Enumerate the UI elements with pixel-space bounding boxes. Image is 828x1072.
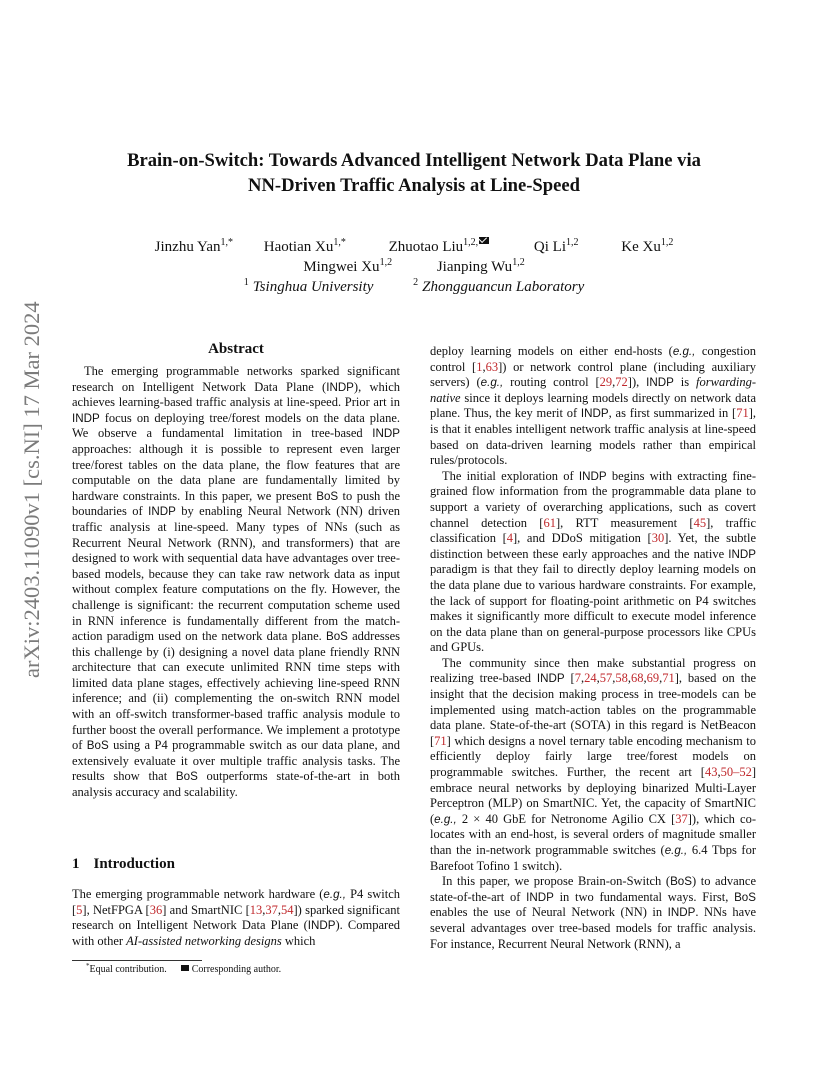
body-paragraph: The emerging programmable network hardware (e.g., P4 switch [5], NetFPGA [36] and SmartNIC [13,37,54]) sparked significant research on Intelligent Network Data Plane (INDP). Compared with other AI-assisted networking designs which	[72, 887, 400, 948]
introduction-right-column	[430, 344, 756, 952]
body-paragraph: deploy learning models on either end-hosts (e.g., congestion control [1,63]) or network control plane (including auxiliary servers) (e.g., routing control [29,72]), INDP is forwarding-native since it deploys learning models directly on network data plane. Thus, the key merit of INDP, as first summarized in [71], is that it enables intelligent network traffic analysis at line-speed based on data-driven learning models rather than empirical rules/protocols.	[430, 344, 757, 468]
body-paragraph: The initial exploration of INDP begins with extracting fine-grained flow information from the programmable data plane to support a variety of overarching applications, such as covert channel detection [61], RTT measurement [45], traffic classification [4], and DDoS mitigation [30]. Yet, the subtle distinction between these early approaches and the native INDP paradigm is that they fail to directly deploy learning models on the data plane due to various hardware constraints. For example, the lack of support for floating-point arithmetic on P4 switches makes it significantly more difficult to execute model inference on the data plane than on general-purpose processors like CPUs and GPUs.	[430, 468, 757, 655]
affiliation: $^2$ Zhongguancun Laboratory	[413, 277, 585, 295]
introduction-left-column	[72, 887, 400, 949]
arxiv-id-text: arXiv:2403.11090v1 [cs.NI] 17 Mar 2024	[19, 301, 44, 678]
authors-line-1	[0, 237, 828, 256]
abstract-heading: Abstract	[208, 341, 264, 357]
title-line-1: Brain-on-Switch: Towards Advanced Intelligent Network Data Plane via	[127, 150, 701, 171]
author: Haotian $Xu^{1,*}$	[263, 237, 346, 255]
author: Jianping Wu$^{1,2}$	[436, 257, 525, 275]
affiliation: $^1$ Tsinghua University	[243, 277, 374, 295]
section-heading-introduction: 1 Introduction	[72, 856, 175, 872]
paper-title	[60, 148, 768, 198]
envelope-icon	[181, 965, 189, 971]
footnote-rule	[72, 960, 202, 961]
affiliations	[0, 279, 828, 296]
body-paragraph: The community since then make substantial progress on realizing tree-based INDP [7,24,57,58,68,69,71], based on the insight that the decision making process in tree-models can be implemented using match-action tables on the programmable data plane. State-of-the-art (SOTA) in this regard is NetBeacon [71] which designs a novel ternary table encoding mechanism to efficiently deploy fairly large tree/forest models on programmable switches. Further, the recent art [43,50–52] embrace neural networks by deploying binarized Multi-Layer Perceptron (MLP) on SmartNIC. Yet, the capacity of SmartNIC (e.g., 2 × 40 GbE for Netronome Agilio CX [37]), which co-locates with an end-host, is several orders of magnitude smaller than the in-network programmable switches (e.g., 6.4 Tbps for Barefoot Tofino 1 switch).	[430, 655, 756, 873]
author: Zhuotao Liu$^{1,2,}$	[389, 237, 490, 256]
abstract-paragraph: The emerging programmable networks sparked significant research on Intelligent Network Data Plane (INDP), which achieves learning-based traffic analysis at line-speed. Prior art in INDP focus on deploying tree/forest models on the data plane. We observe a fundamental limitation in tree-based INDP approaches: although it is possible to represent even larger tree/forest tables on the data plane, the flow features that are computable on the data plane are fundamentally limited by hardware constraints. In this paper, we present BoS to push the boundaries of INDP by enabling Neural Network (NN) driven traffic analysis at line-speed. Many types of NNs (such as Recurrent Neural Network (RNN), and transformers) that are designed to work with sequential data have advantages over tree-based models, because they can take raw network data as input without complex feature computations on the fly. However, the challenge is significant: the recurrent computation scheme used in RNN inference is fundamentally different from the match-action paradigm used on the network data plane. BoS addresses this challenge by (i) designing a novel data plane friendly RNN architecture that can execute unlimited RNN time steps with limited data plane stages, effectively achieving line-speed RNN inference; and (ii) complementing the on-switch RNN model with an off-switch transformer-based traffic analysis module to further boost the overall performance. We implement a prototype of BoS using a P4 programmable switch as our data plane, and extensively evaluate it over multiple traffic analysis tasks. The results show that BoS outperforms state-of-the-art in both analysis accuracy and scalability.	[72, 364, 401, 800]
authors-line-2	[0, 259, 828, 276]
title-line-2: NN-Driven Traffic Analysis at Line-Speed	[248, 175, 580, 196]
author: Jinzhu Yan$^{1,*}$	[154, 237, 234, 255]
envelope-icon	[479, 237, 489, 244]
author: Mingwei Xu$^{1,2}$	[303, 257, 393, 275]
abstract-body	[72, 364, 400, 801]
arxiv-identifier-stamp	[6, 290, 50, 680]
body-paragraph: In this paper, we propose Brain-on-Switch (BoS) to advance state-of-the-art of INDP in two fundamental ways. First, BoS enables the use of Neural Network (NN) in INDP. NNs have several advantages over tree-based models for traffic analysis. For instance, Recurrent Neural Network (RNN), a	[430, 874, 756, 951]
author: Ke Xu$^{1,2}$	[621, 237, 674, 255]
author: Qi Li$^{1,2}$	[533, 237, 579, 255]
footnote: *Equal contribution. Corresponding author.	[86, 962, 282, 975]
